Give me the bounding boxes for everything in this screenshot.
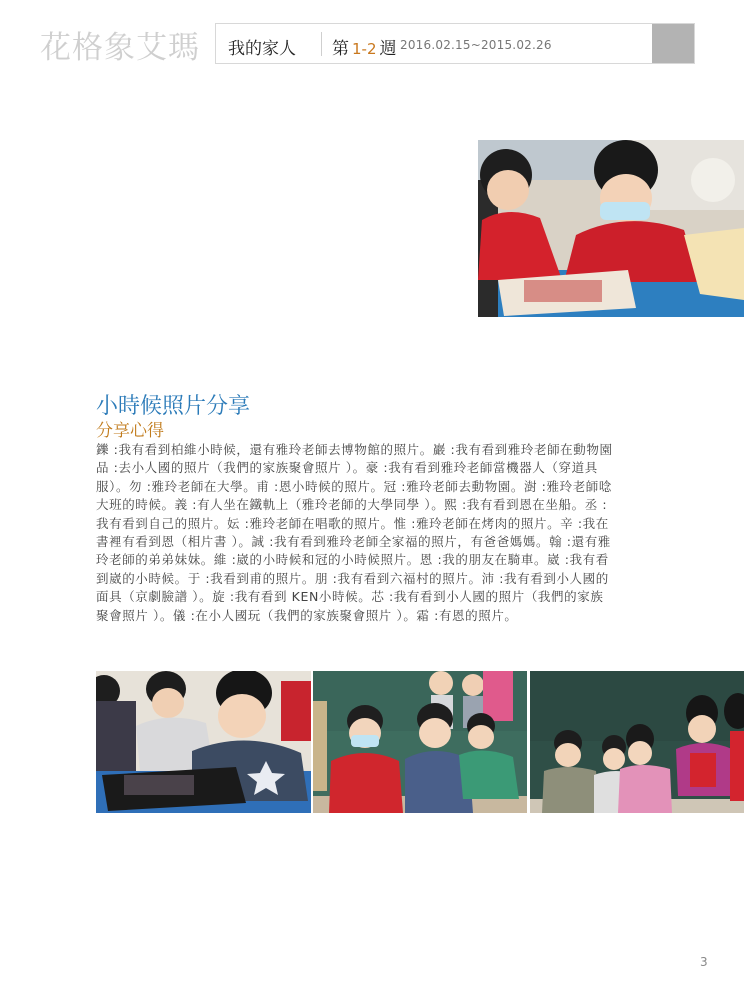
page-number: 3	[700, 955, 708, 969]
week-label	[332, 34, 397, 59]
section-subtitle: 分享心得	[96, 421, 164, 441]
header-gray-tab	[652, 24, 694, 63]
photo-boys-with-album	[96, 671, 311, 813]
sharing-notes-text: 鑠 :我有看到柏維小時候，還有雅玲老師去博物館的照片。巖 :我有看到雅玲老師在動物園品 :去小人國的照片（我們的家族聚會照片 ）。豪 :我有看到雅玲老師當機器人（穿道具服）。勿 :雅玲老師在大學。甫 :恩小時候的照片。冠 :雅玲老師去動物園。澍 :雅玲老師唸大班的時候。義 :有人坐在鐵軌上（雅玲老師的大學同學 ）。熙 :我有看到恩在坐船。丞 :我有看到自己的照片。妘 :雅玲老師在唱歌的照片。惟 :雅玲老師在烤肉的照片。辛 :我在書裡有看到恩（相片書 ）。誠 :我有看到雅玲老師全家福的照片，有爸爸媽媽。翰 :還有雅玲老師的弟弟妹妹。維 :崴的小時候和冠的小時候照片。恩 :我的朋友在騎車。崴 :我有看到崴的小時候。于 :我看到甫的照片。朋 :我有看到六福村的照片。沛 :我有看到小人國的面具（京劇臉譜 ）。旋 :我有看到 KEN小時候。芯 :我有看到小人國的照片（我們的家族聚會照片 ）。儀 :在小人國玩（我們的家族聚會照片 ）。霜 :有恩的照片。	[96, 442, 613, 623]
header-divider	[321, 32, 322, 56]
brand-logo-text: 花格象艾瑪	[40, 30, 200, 66]
header-bar	[215, 23, 695, 64]
photo-kids-by-chalkboard	[530, 671, 744, 813]
date-range: 2016.02.15~2015.02.26	[400, 38, 552, 52]
week-suffix: 週	[379, 39, 397, 59]
week-prefix: 第	[332, 39, 349, 59]
week-number: 1-2	[352, 40, 377, 58]
photo-kids-on-floor	[313, 671, 527, 813]
section-title: 小時候照片分享	[96, 394, 251, 419]
page-title: 我的家人	[228, 39, 296, 59]
photo-children-reading	[478, 140, 744, 317]
